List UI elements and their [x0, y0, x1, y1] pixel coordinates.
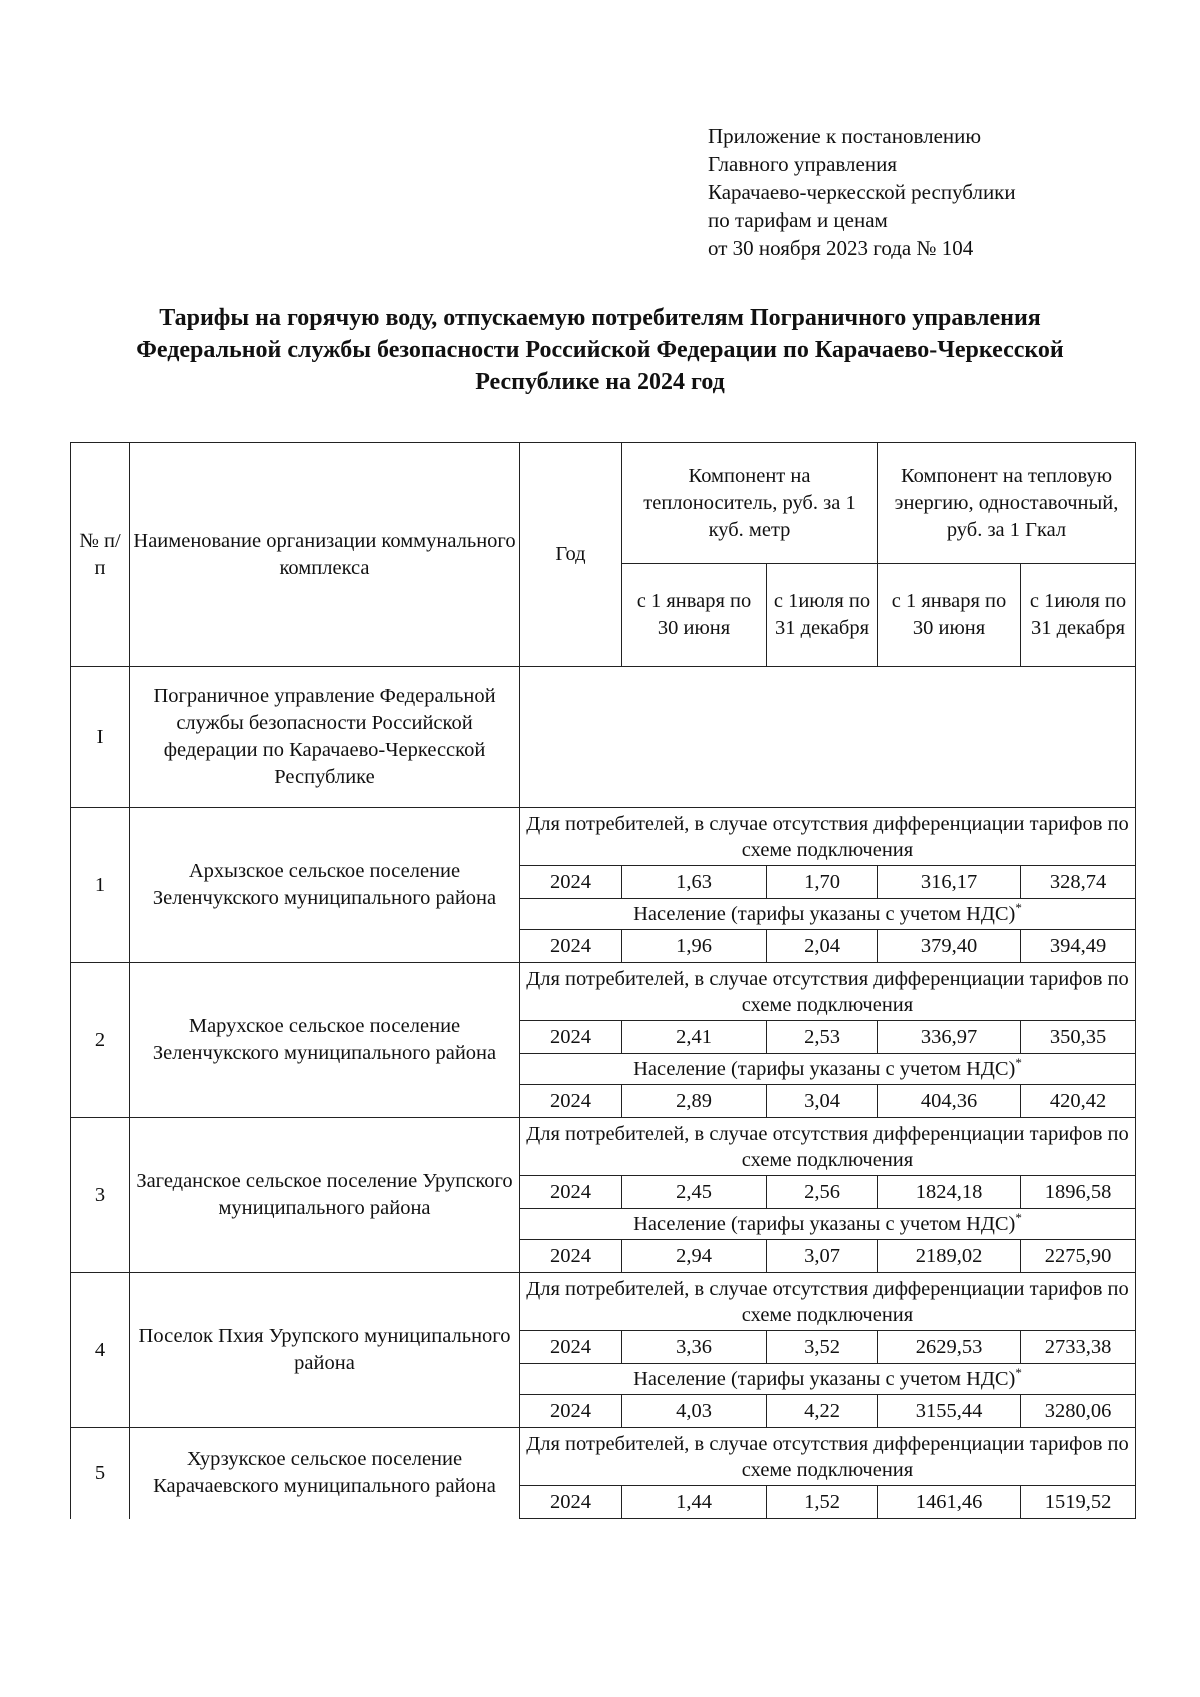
value-cell: 2275,90 [1021, 1240, 1136, 1273]
group-note-population [520, 899, 1136, 930]
row-org-name: Марухское сельское поселение Зеленчукского муниципального района [130, 963, 520, 1118]
document-title: Тарифы на горячую воду, отпускаемую потребителям Пограничного управления Федеральной службы безопасности Российской Федерации по Карачаево-Черкесской Республике на 2024 год [136, 305, 1064, 395]
value-cell: 1,70 [767, 866, 878, 899]
row-org-name: Поселок Пхия Урупского муниципального района [130, 1273, 520, 1428]
value-cell: 4,03 [622, 1395, 767, 1428]
value-cell: 1,63 [622, 866, 767, 899]
group-note-text: Население (тарифы указаны с учетом НДС) [633, 1057, 1016, 1080]
appendix-line: Главного управления [708, 152, 897, 176]
footnote-mark: * [1015, 1209, 1022, 1225]
table-row [71, 963, 1136, 1021]
value-cell: 3,36 [622, 1331, 767, 1364]
group-note-consumers: Для потребителей, в случае отсутствия дифференциации тарифов по схеме подключения [520, 1273, 1136, 1331]
row-num: 1 [71, 808, 130, 963]
table-row [71, 1118, 1136, 1176]
group-note-text: Население (тарифы указаны с учетом НДС) [633, 1367, 1016, 1390]
value-cell: 2189,02 [878, 1240, 1021, 1273]
value-cell: 404,36 [878, 1085, 1021, 1118]
header-org: Наименование организации коммунального комплекса [130, 443, 520, 667]
header-period: с 1июля по 31 декабря [1021, 564, 1136, 667]
group-note-population [520, 1364, 1136, 1395]
value-cell: 3,07 [767, 1240, 878, 1273]
value-cell: 1896,58 [1021, 1176, 1136, 1209]
value-year: 2024 [520, 866, 622, 899]
value-cell: 1,52 [767, 1486, 878, 1519]
header-year: Год [520, 443, 622, 667]
value-cell: 2733,38 [1021, 1331, 1136, 1364]
row-num: 4 [71, 1273, 130, 1428]
header-period: с 1июля по 31 декабря [767, 564, 878, 667]
value-year: 2024 [520, 1176, 622, 1209]
group-note-consumers: Для потребителей, в случае отсутствия дифференциации тарифов по схеме подключения [520, 1118, 1136, 1176]
row-org-name: Хурзукское сельское поселение Карачаевского муниципального района [130, 1428, 520, 1519]
footnote-mark: * [1015, 1054, 1022, 1070]
value-cell: 2,04 [767, 930, 878, 963]
appendix-block [708, 122, 1016, 262]
tariff-table [70, 442, 1136, 1519]
value-cell: 2,94 [622, 1240, 767, 1273]
value-cell: 420,42 [1021, 1085, 1136, 1118]
value-cell: 1461,46 [878, 1486, 1021, 1519]
appendix-line: Карачаево-черкесской республики [708, 180, 1016, 204]
group-note-population [520, 1209, 1136, 1240]
value-cell: 2,89 [622, 1085, 767, 1118]
table-row [71, 808, 1136, 866]
group-note-consumers: Для потребителей, в случае отсутствия дифференциации тарифов по схеме подключения [520, 808, 1136, 866]
group-note-consumers: Для потребителей, в случае отсутствия дифференциации тарифов по схеме подключения [520, 963, 1136, 1021]
value-year: 2024 [520, 1021, 622, 1054]
value-cell: 2629,53 [878, 1331, 1021, 1364]
header-period: с 1 января по 30 июня [622, 564, 767, 667]
value-cell: 1519,52 [1021, 1486, 1136, 1519]
value-cell: 1824,18 [878, 1176, 1021, 1209]
value-cell: 350,35 [1021, 1021, 1136, 1054]
value-cell: 3,52 [767, 1331, 878, 1364]
appendix-line: от 30 ноября 2023 года № 104 [708, 236, 974, 260]
value-year: 2024 [520, 930, 622, 963]
value-year: 2024 [520, 1486, 622, 1519]
value-cell: 3,04 [767, 1085, 878, 1118]
section-num: I [71, 667, 130, 808]
row-num: 5 [71, 1428, 130, 1519]
value-cell: 2,53 [767, 1021, 878, 1054]
value-cell: 1,44 [622, 1486, 767, 1519]
group-note-consumers: Для потребителей, в случае отсутствия дифференциации тарифов по схеме подключения [520, 1428, 1136, 1486]
footnote-mark: * [1015, 1364, 1022, 1380]
value-cell: 2,41 [622, 1021, 767, 1054]
table-row [71, 1273, 1136, 1331]
value-cell: 379,40 [878, 930, 1021, 963]
value-year: 2024 [520, 1085, 622, 1118]
value-year: 2024 [520, 1240, 622, 1273]
value-cell: 328,74 [1021, 866, 1136, 899]
table-row [71, 1428, 1136, 1486]
appendix-line: Приложение к постановлению [708, 124, 982, 148]
row-org-name: Загеданское сельское поселение Урупского муниципального района [130, 1118, 520, 1273]
value-cell: 3155,44 [878, 1395, 1021, 1428]
appendix-line: по тарифам и ценам [708, 208, 888, 232]
row-num: 3 [71, 1118, 130, 1273]
header-num: № п/п [71, 443, 130, 667]
row-num: 2 [71, 963, 130, 1118]
footnote-mark: * [1015, 899, 1022, 915]
value-cell: 316,17 [878, 866, 1021, 899]
header-coolant: Компонент на теплоноситель, руб. за 1 куб. метр [622, 443, 878, 564]
value-cell: 336,97 [878, 1021, 1021, 1054]
value-cell: 4,22 [767, 1395, 878, 1428]
value-cell: 2,56 [767, 1176, 878, 1209]
group-note-text: Население (тарифы указаны с учетом НДС) [633, 1212, 1016, 1235]
group-note-population [520, 1054, 1136, 1085]
group-note-text: Население (тарифы указаны с учетом НДС) [633, 902, 1016, 925]
section-name: Пограничное управление Федеральной службы безопасности Российской федерации по Карачаево-Черкесской Республике [130, 667, 520, 808]
value-cell: 3280,06 [1021, 1395, 1136, 1428]
row-org-name: Архызское сельское поселение Зеленчукского муниципального района [130, 808, 520, 963]
section-empty [520, 667, 1136, 808]
value-cell: 2,45 [622, 1176, 767, 1209]
header-heat: Компонент на тепловую энергию, одноставочный, руб. за 1 Гкал [878, 443, 1136, 564]
value-cell: 1,96 [622, 930, 767, 963]
header-period: с 1 января по 30 июня [878, 564, 1021, 667]
value-year: 2024 [520, 1331, 622, 1364]
value-cell: 394,49 [1021, 930, 1136, 963]
value-year: 2024 [520, 1395, 622, 1428]
